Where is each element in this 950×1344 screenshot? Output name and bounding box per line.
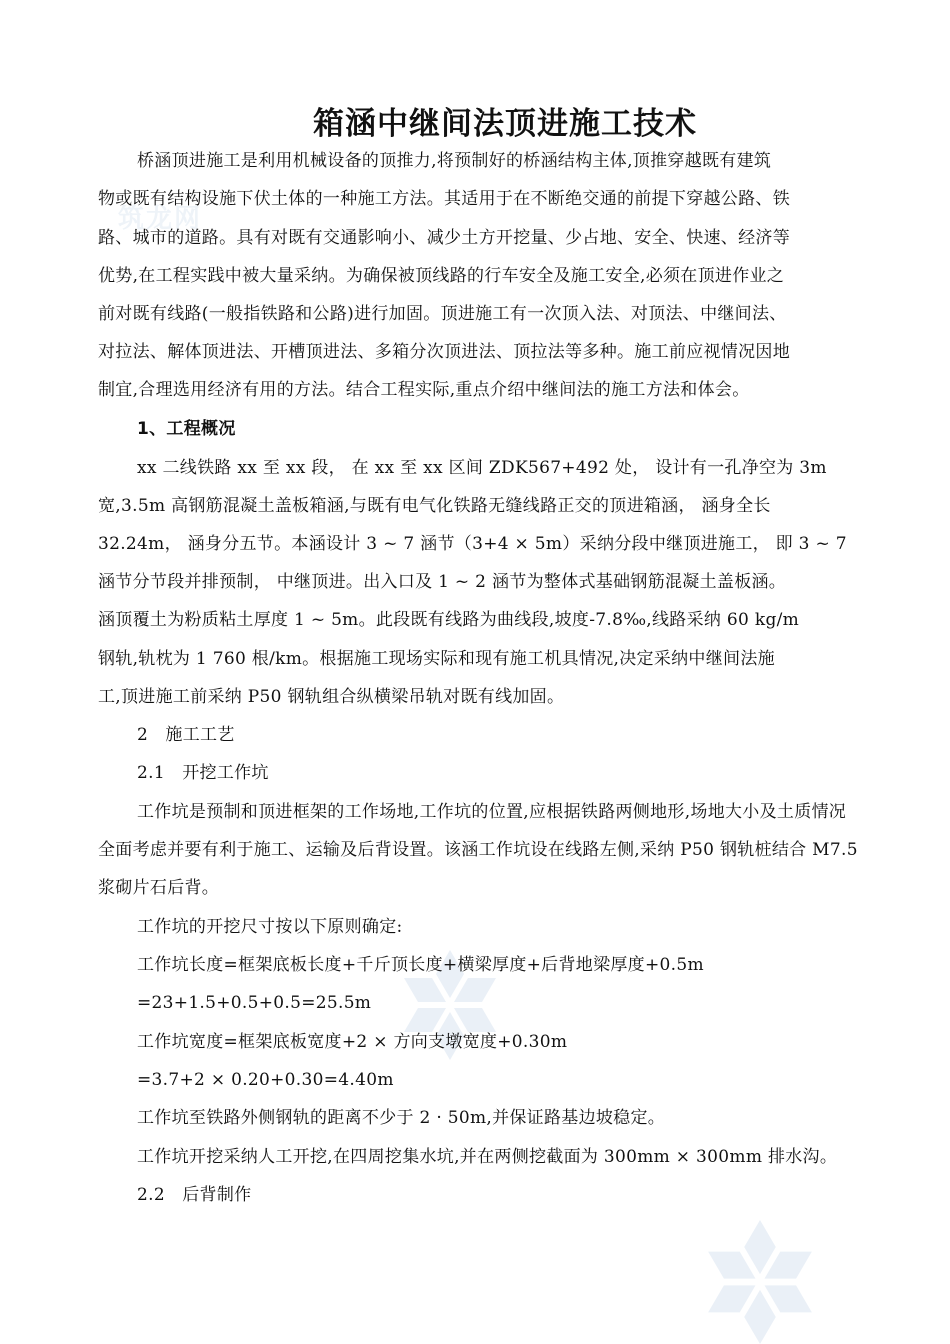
distance-note: 工作坑至铁路外侧钢轨的距离不少于 2 · 50m,并保证路基边坡稳定。 xyxy=(137,1108,666,1128)
section1-line: xx 二线铁路 xx 至 xx 段， 在 xx 至 xx 区间 ZDK567+492 处， 设计有一孔净空为 3m xyxy=(137,458,827,478)
section2-1-line: 工作坑是预制和顶进框架的工作场地,工作坑的位置,应根据铁路两侧地形,场地大小及土质情况 xyxy=(137,802,847,822)
watermark-text: 筑龙网 xyxy=(118,204,203,234)
intro-line: 物或既有结构设施下伏土体的一种施工方法。其适用于在不断绝交通的前提下穿越公路、铁 xyxy=(98,189,790,209)
excavation-note: 工作坑开挖采纳人工开挖,在四周挖集水坑,并在两侧挖截面为 300mm × 300mm 排水沟。 xyxy=(137,1147,838,1167)
section1-line: 涵节分节段并排预制， 中继顶进。出入口及 1 ~ 2 涵节为整体式基础钢筋混凝土盖板涵。 xyxy=(98,572,787,592)
document-title: 箱涵中继间法顶进施工技术 xyxy=(313,106,697,142)
intro-line: 优势,在工程实践中被大量采纳。为确保被顶线路的行车安全及施工安全,必须在顶进作业之 xyxy=(98,266,785,286)
section1-line: 涵顶覆土为粉质粘土厚度 1 ~ 5m。此段既有线路为曲线段,坡度-7.8‰,线路采纳 60 kg/m xyxy=(98,610,800,630)
intro-line: 前对既有线路(一般指铁路和公路)进行加固。顶进施工有一次顶入法、对顶法、中继间法、 xyxy=(98,304,787,324)
section-heading: 1、工程概况 xyxy=(137,419,236,439)
intro-line: 路、城市的道路。具有对既有交通影响小、减少土方开挖量、少占地、安全、快速、经济等 xyxy=(98,228,790,248)
section2-1-line: 全面考虑并要有利于施工、运输及后背设置。该涵工作坑设在线路左侧,采纳 P50 钢轨桩结合 M7.5 xyxy=(98,840,858,860)
watermark-logo-icon xyxy=(700,1220,820,1344)
section1-line: 宽,3.5m 高钢筋混凝土盖板箱涵,与既有电气化铁路无缝线路正交的顶进箱涵， 涵身全长 xyxy=(98,496,771,516)
section1-line: 32.24m， 涵身分五节。本涵设计 3 ~ 7 涵节（3+4 × 5m）采纳分段中继顶进施工， 即 3 ~ 7 xyxy=(98,534,847,554)
section2-1-line: 浆砌片石后背。 xyxy=(98,878,220,898)
subsection-heading: 2.1 开挖工作坑 xyxy=(137,763,269,783)
section1-line: 钢轨,轨枕为 1 760 根/km。根据施工现场实际和现有施工机具情况,决定采纳中继间法施 xyxy=(98,649,775,669)
intro-line: 对拉法、解体顶进法、开槽顶进法、多箱分次顶进法、顶拉法等多种。施工前应视情况因地 xyxy=(98,342,790,362)
subsection-heading: 2.2 后背制作 xyxy=(137,1185,252,1205)
intro-line: 制宜,合理选用经济有用的方法。结合工程实际,重点介绍中继间法的施工方法和体会。 xyxy=(98,380,750,400)
formula-width-value: =3.7+2 × 0.20+0.30=4.40m xyxy=(137,1070,394,1090)
section1-line: 工,顶进施工前采纳 P50 钢轨组合纵横梁吊轨对既有线加固。 xyxy=(98,687,565,707)
formula-length-label: 工作坑长度=框架底板长度+千斤顶长度+横梁厚度+后背地梁厚度+0.5m xyxy=(137,955,704,975)
rule-text: 工作坑的开挖尺寸按以下原则确定: xyxy=(137,917,403,937)
formula-length-value: =23+1.5+0.5+0.5=25.5m xyxy=(137,993,372,1013)
section-heading: 2 施工工艺 xyxy=(137,725,235,745)
intro-line: 桥涵顶进施工是利用机械设备的顶推力,将预制好的桥涵结构主体,顶推穿越既有建筑 xyxy=(137,151,772,171)
formula-width-label: 工作坑宽度=框架底板宽度+2 × 方向支墩宽度+0.30m xyxy=(137,1032,568,1052)
